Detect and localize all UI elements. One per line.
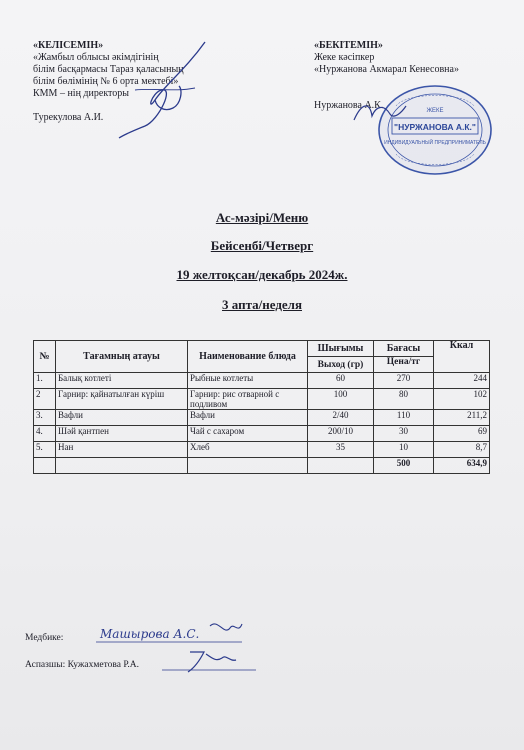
cell-output: 100 bbox=[308, 389, 374, 410]
table-row bbox=[34, 410, 490, 426]
stamp-bottom-text: ИНДИВИДУАЛЬНЫЙ ПРЕДПРИНИМАТЕЛЬ bbox=[384, 140, 486, 146]
col-header-name-kz: Тағамның атауы bbox=[56, 341, 188, 373]
nurse-label: Медбике: bbox=[25, 633, 64, 643]
cell-name-kz: Балық котлеті bbox=[56, 373, 188, 389]
col-subheader-price: Цена/тг bbox=[374, 357, 434, 373]
cell-output: 60 bbox=[308, 373, 374, 389]
cell-empty bbox=[308, 458, 374, 474]
cell-num: 3. bbox=[34, 410, 56, 426]
table-total-row bbox=[34, 458, 490, 474]
col-header-output: Шығымы bbox=[308, 341, 374, 357]
cell-name-kz: Вафли bbox=[56, 410, 188, 426]
cell-output: 35 bbox=[308, 442, 374, 458]
table-row bbox=[34, 389, 490, 410]
table-row bbox=[34, 373, 490, 389]
cell-num: 4. bbox=[34, 426, 56, 442]
weekday-title: Бейсенбі/Четверг bbox=[210, 238, 314, 253]
left-approval-line: КММ – нің директоры bbox=[33, 88, 129, 99]
cell-empty bbox=[188, 458, 308, 474]
cell-output: 200/10 bbox=[308, 426, 374, 442]
right-approval-line: Жеке кәсіпкер bbox=[314, 52, 375, 63]
cell-num: 1. bbox=[34, 373, 56, 389]
cell-kcal: 8,7 bbox=[434, 442, 490, 458]
col-header-kcal: Ккал bbox=[434, 341, 490, 373]
cell-name-kz: Шәй қантпен bbox=[56, 426, 188, 442]
left-signature bbox=[95, 30, 215, 140]
cell-name-ru: Хлеб bbox=[188, 442, 308, 458]
menu-table bbox=[33, 340, 490, 474]
cell-num: 2 bbox=[34, 389, 56, 410]
cell-name-ru: Гарнир: рис отварной с подливом bbox=[188, 389, 308, 410]
cell-name-ru: Рыбные котлеты bbox=[188, 373, 308, 389]
right-signature bbox=[350, 98, 410, 128]
right-signer: Нуржанова А.К. bbox=[314, 100, 384, 111]
table-row bbox=[34, 442, 490, 458]
stamp-top-text: ЖЕКЕ bbox=[426, 108, 444, 114]
nurse-signature bbox=[92, 618, 252, 648]
cell-kcal: 102 bbox=[434, 389, 490, 410]
left-approval-title: «КЕЛІСЕМІН» bbox=[33, 40, 104, 51]
cell-price: 30 bbox=[374, 426, 434, 442]
total-kcal: 634,9 bbox=[434, 458, 490, 474]
total-price: 500 bbox=[374, 458, 434, 474]
week-title: 3 апта/неделя bbox=[222, 297, 302, 312]
cell-price: 10 bbox=[374, 442, 434, 458]
cook-label: Аспазшы: Кужахметова Р.А. bbox=[25, 660, 140, 670]
cell-name-kz: Гарнир: қайнатылған күріш bbox=[56, 389, 188, 410]
left-approval-line: білім басқармасы Тараз қаласының bbox=[33, 64, 184, 75]
right-approval-line: «Нуржанова Акмарал Кенесовна» bbox=[314, 64, 459, 75]
cell-empty bbox=[56, 458, 188, 474]
col-subheader-output: Выход (гр) bbox=[308, 357, 374, 373]
cell-price: 80 bbox=[374, 389, 434, 410]
col-header-price: Бағасы bbox=[374, 341, 434, 357]
cell-price: 270 bbox=[374, 373, 434, 389]
cell-name-ru: Вафли bbox=[188, 410, 308, 426]
cell-kcal: 69 bbox=[434, 426, 490, 442]
nurse-signature-text: Машырова А.С. bbox=[100, 627, 200, 641]
table-header-row bbox=[34, 341, 490, 357]
col-header-name-ru: Наименование блюда bbox=[188, 341, 308, 373]
cook-signature bbox=[160, 648, 260, 676]
cell-kcal: 211,2 bbox=[434, 410, 490, 426]
right-approval-title: «БЕКІТЕМІН» bbox=[314, 40, 383, 51]
left-signer: Турекулова А.И. bbox=[33, 112, 104, 123]
date-title: 19 желтоқсан/декабрь 2024ж. bbox=[176, 267, 348, 282]
cell-name-kz: Нан bbox=[56, 442, 188, 458]
col-header-num: № bbox=[34, 341, 56, 373]
left-approval-line: білім бөлімінің № 6 орта мектебі» bbox=[33, 76, 179, 87]
menu-title: Ас-мәзірі/Меню bbox=[215, 210, 309, 225]
stamp-middle-text: "НУРЖАНОВА А.К." bbox=[394, 122, 476, 132]
cell-output: 2/40 bbox=[308, 410, 374, 426]
cell-name-ru: Чай с сахаром bbox=[188, 426, 308, 442]
cell-price: 110 bbox=[374, 410, 434, 426]
cell-num: 5. bbox=[34, 442, 56, 458]
table-row bbox=[34, 426, 490, 442]
left-approval-line: «Жамбыл облысы әкімдігінің bbox=[33, 52, 159, 63]
cell-empty bbox=[34, 458, 56, 474]
cell-kcal: 244 bbox=[434, 373, 490, 389]
